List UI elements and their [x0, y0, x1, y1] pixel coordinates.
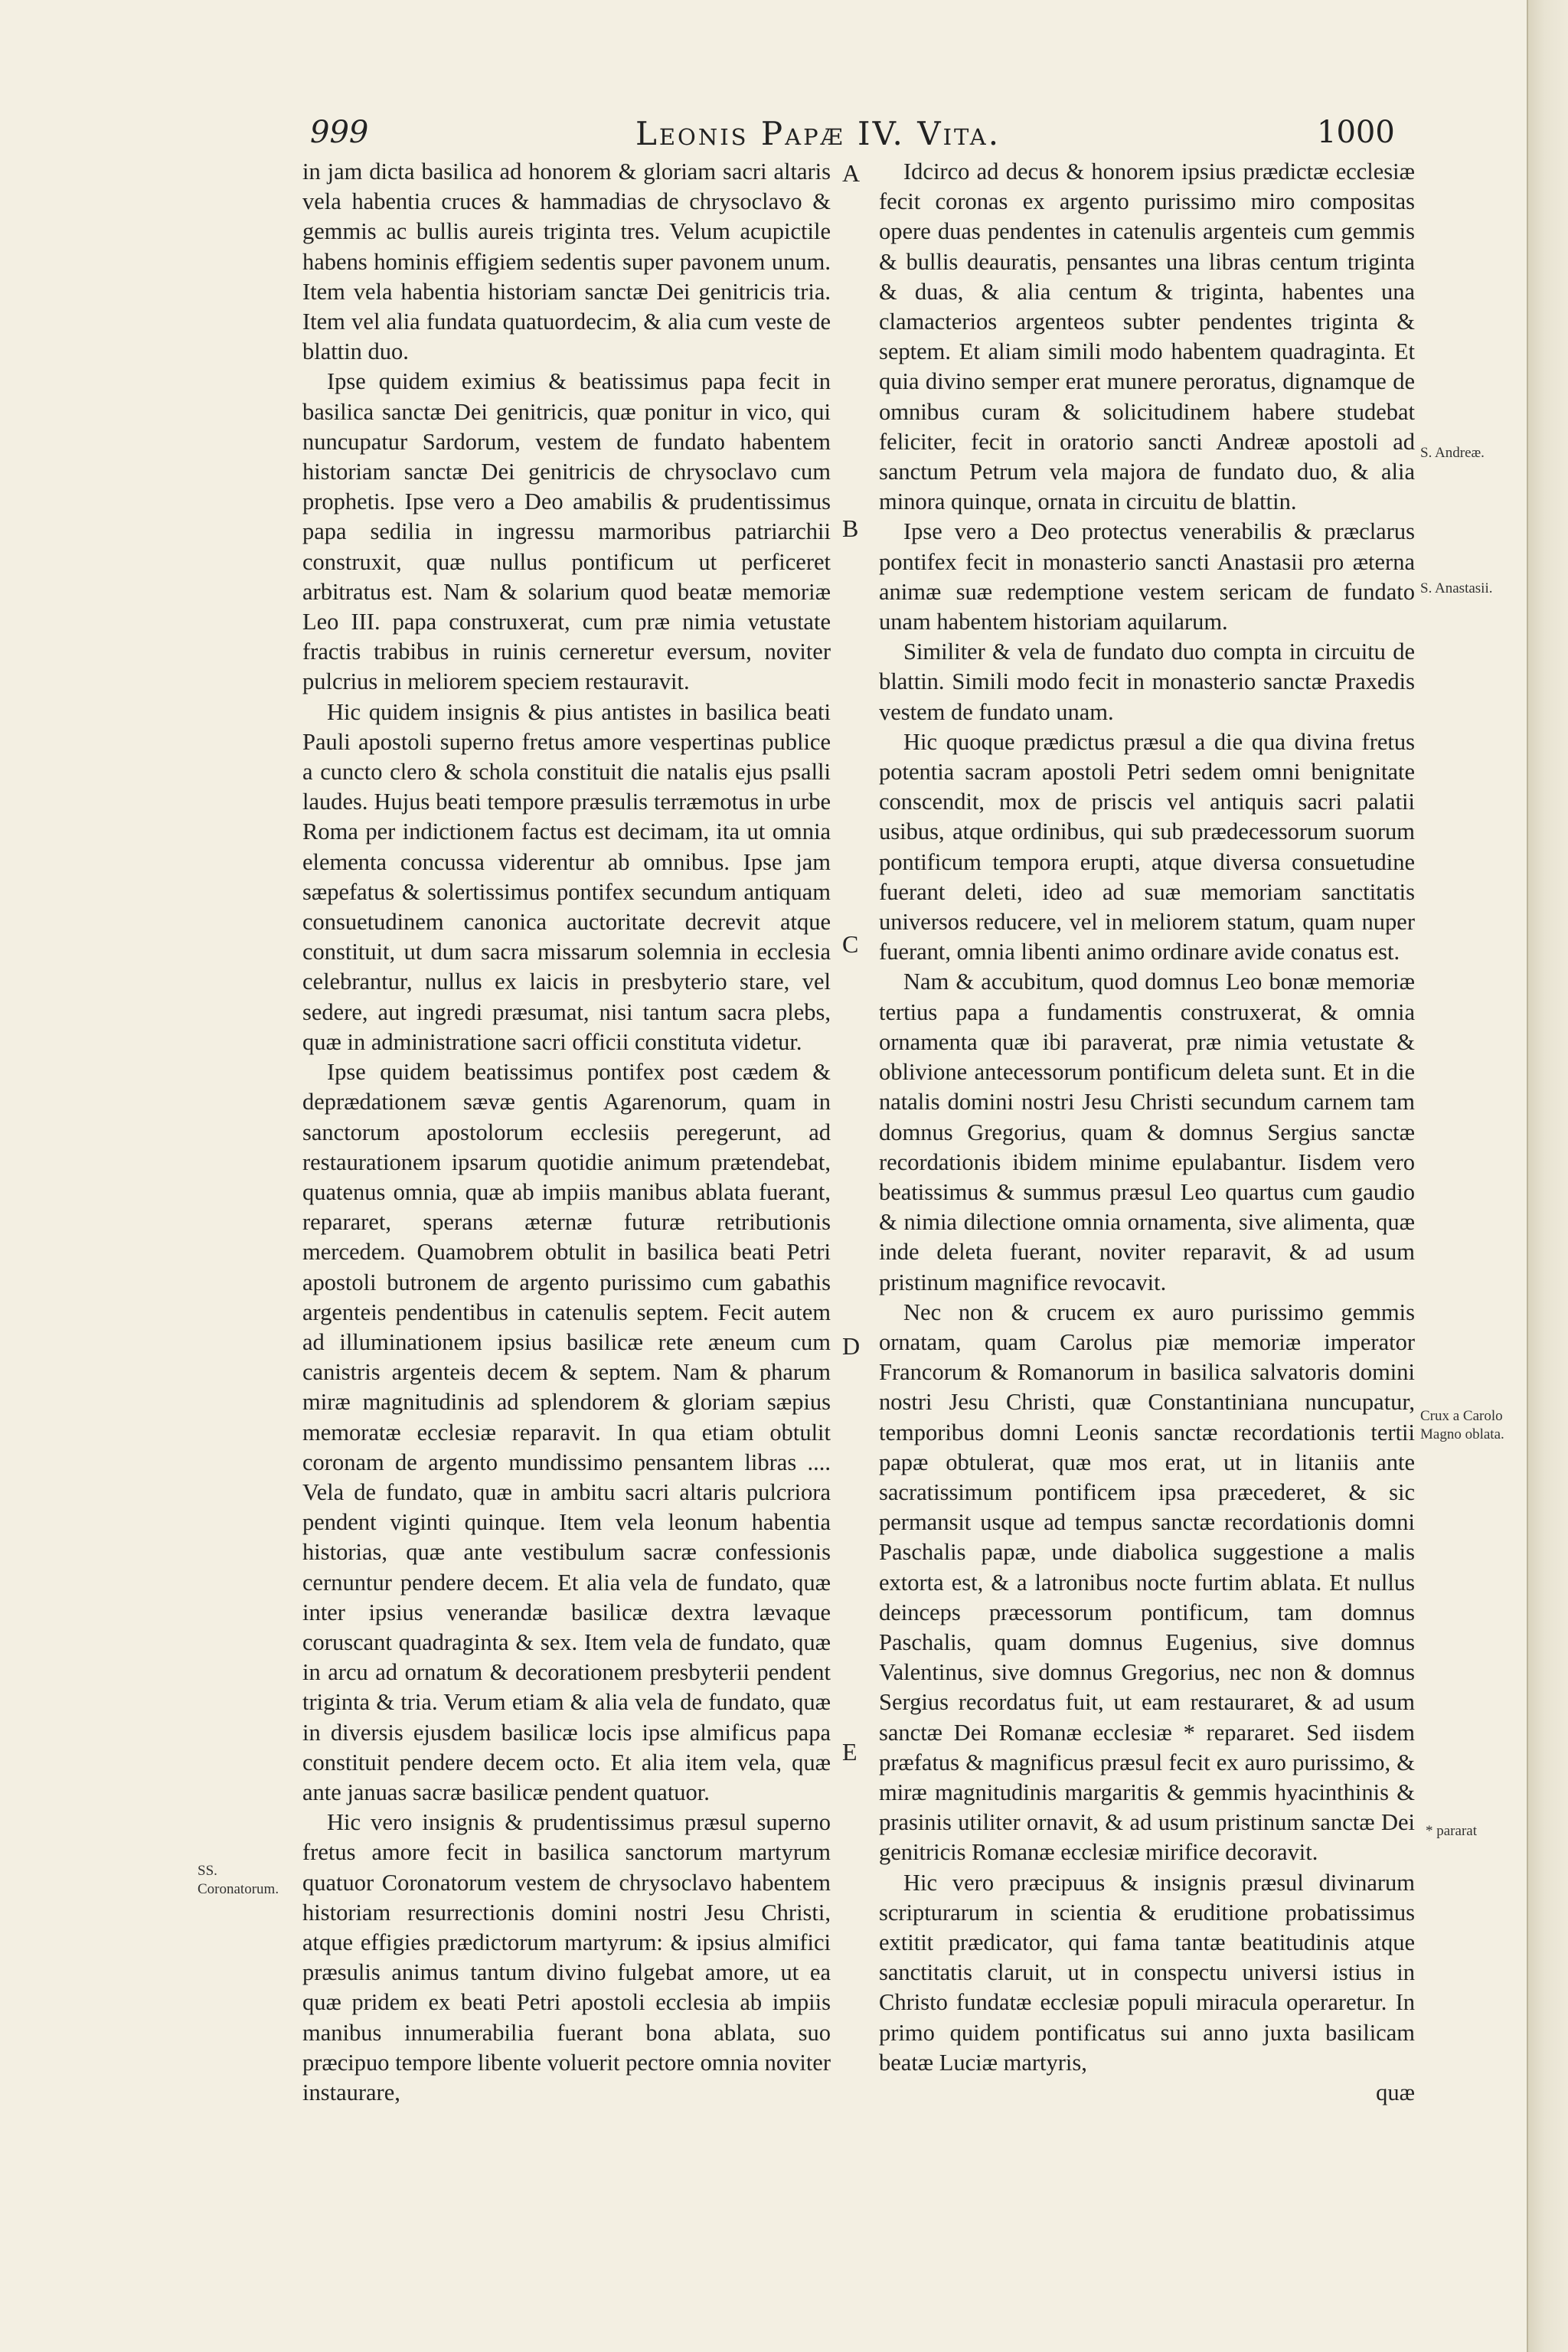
paragraph: Ipse quidem beatissimus pontifex post cædem & deprædationem sævæ gentis Agarenorum, quam in sanctorum apostolorum ecclesiis peregerunt, ad restaurationem ipsarum quotidie animum prætendebat, quatenus omnia, quæ ab impiis manibus ablata fuerant, repararet, sperans æternæ futuræ retributionis mercedem. Quamobrem obtulit in basilica beati Petri apostoli butronem de argento purissimo cum gabathis argenteis pendentibus in catenulis septem. Fecit autem ad illuminationem ipsius basilicæ rete æneum cum canistris argenteis decem & septem. Nam & pharum miræ magnitudinis ad splendorem & gloriam sæpius memoratæ ecclesiæ reparavit. In qua etiam obtulit coronam de argento mundissimo pensantem libras .... Vela de fundato, quæ in ambitu sacri altaris pulcriora pendent viginti quinque. Item vela leonum habentia historias, quæ ante vestibulum sacræ confessionis cernuntur pendere decem. Et alia vela de fundato, quæ inter ipsius venerandæ basilicæ dextra lævaque coruscant quadraginta & sex. Item vela de fundato, quæ in arcu ad ornatum & decorationem presbyterii pendent triginta & tria. Verum etiam & alia vela de fundato, quæ in diversis ejusdem basilicæ locis ipse almificus papa constituit pendere decem octo. Et alia item vela, quæ ante januas sacræ basilicæ pendent quatuor. — [302, 1059, 831, 1805]
paragraph: Idcirco ad decus & honorem ipsius prædictæ ecclesiæ fecit coronas ex argento purissimo miro compositas opere duas pendentes in catenulis argenteis cum gemmis & bullis deauratis, pensantes una libras centum triginta & duas, & alia centum & triginta, habentes una clamacterios argenteos subter pendentes triginta & septem. Et aliam simili modo habentem quadraginta. Et quia divino semper erat munere peroratus, dignamque de omnibus curam & solicitudinem habere studebat feliciter, fecit in oratorio sancti Andreæ apostoli ad sanctum Petrum vela majora de fundato duo, & alia minora quinque, ornata in circuitu de blattin. — [879, 158, 1415, 515]
running-title: Leonis Papæ IV. Vita. — [635, 115, 1001, 152]
margin-note-andreae: S. Andreæ. — [1420, 445, 1485, 461]
margin-note-pararat: * pararat — [1426, 1823, 1477, 1839]
right-column — [879, 157, 1415, 2108]
paragraph: Ipse quidem eximius & beatissimus papa fecit in basilica sanctæ Dei genitricis, quæ ponitur in vico, qui nuncupatur Sardorum, vestem de fundato habentem historiam sanctæ Dei genitricis de chrysoclavo cum prophetis. Ipse vero a Deo amabilis & prudentissimus papa sedilia in ingressu marmoribus patriarchii construxit, quæ nullus pontificum ut perficeret arbitratus est. Nam & solarium quod beatæ memoriæ Leo III. papa construxerat, cum præ nimia vetustate fractis trabibus in ruinis cerneretur eversum, noviter pulcrius in meliorem speciem restauravit. — [302, 368, 831, 695]
margin-note-coronatorum: SS. Coronatorum. — [198, 1863, 279, 1897]
adjacent-page-edge — [1527, 0, 1568, 2352]
page-number-left: 999 — [310, 115, 369, 150]
paragraph: Ipse vero a Deo protectus venerabilis & præclarus pontifex fecit in monasterio sancti Anastasii pro æterna animæ suæ redemptione vestem sericam de fundato unam habentem historiam aquilarum. — [879, 518, 1415, 635]
paragraph: Hic quoque prædictus præsul a die qua divina fretus potentia sacram apostoli Petri sedem omni benignitate conscendit, mox de priscis vel antiquis sacri palatii usibus, atque ordinibus, qui sub prædecessorum suorum pontificum tempora erupti, atque diversa consuetudine fuerant deleti, ideo ad suæ memoriam sanctitatis universos reducere, vel in meliorem statum, quam nuper fuerant, omnia libenti animo ordinare avide conatus est. — [879, 728, 1415, 965]
page-number-right: 1000 — [1317, 115, 1395, 150]
paragraph: Hic vero præcipuus & insignis præsul divinarum scripturarum in scientia & eruditione probatissimus extitit prædicator, qui fama tantæ beatitudinis atque sanctitatis claruit, ut in conspectu universi istius in Christo fundatæ ecclesiæ populi miracula operaretur. In primo quidem pontificatus sui anno juxta basilicam beatæ Luciæ martyris, — [879, 1869, 1415, 2076]
section-letter-d: D — [842, 1332, 861, 1360]
margin-note-anastasii: S. Anastasii. — [1420, 580, 1493, 596]
left-column — [302, 157, 831, 2108]
section-letter-a: A — [842, 159, 861, 187]
paragraph: Hic quidem insignis & pius antistes in basilica beati Pauli apostoli superno fretus amore vespertinas publice a cuncto clero & schola constituit die natalis ejus psalli laudes. Hujus beati tempore præsulis terræmotus in urbe Roma per indictionem factus est decimam, ita ut omnia elementa concussa viderentur ab omnibus. Ipse jam sæpefatus & solertissimus pontifex secundum antiquam consuetudinem canonica auctoritate decrevit atque constituit, ut dum sacra missarum solemnia in ecclesia celebrantur, nullus ex laicis in presbyterio stare, vel sedere, aut ingredi præsumat, nisi tantum sacra plebs, quæ in administratione sacri officii constituta videtur. — [302, 698, 831, 1055]
paragraph: Nec non & crucem ex auro purissimo gemmis ornatam, quam Carolus piæ memoriæ imperator Francorum & Romanorum in basilica salvatoris domini nostri Jesu Christi, quæ Constantiniana nuncupatur, temporibus domni Leonis sanctæ recordationis tertii papæ obtulerat, quæ mos erat, ut in litaniis ante sacratissimum pontificem ipsa præcederet, & sic permansit usque ad tempus sanctæ recordationis domni Paschalis papæ, unde diabolica suggestione a malis extorta est, & a latronibus nocte furtim ablata. Et nullus deinceps præcessorum pontificum, tam domnus Paschalis, quam domnus Eugenius, sive domnus Valentinus, sive domnus Gregorius, nec non & domnus Sergius recordatus fuit, ut eam restauraret, & ad usum sanctæ Dei Romanæ ecclesiæ * repararet. Sed iisdem præfatus & magnificus præsul fecit ex auro purissimo, & miræ magnitudinis margaritis & gemmis hyacinthinis & prasinis utiliter ornavit, & ad usum pristinum sanctæ Dei genitricis Romanæ ecclesiæ mirifice decoravit. — [879, 1298, 1415, 1866]
page-header — [0, 115, 1527, 161]
paragraph: Nam & accubitum, quod domnus Leo bonæ memoriæ tertius papa a fundamentis construxerat, & omnia ornamenta quæ ibi paraverat, præ nimia vetustate & oblivione antecessorum pontificum deleta sunt. Et in die natalis domini nostri Jesu Christi secundum carnem tam domnus Gregorius, quam & domnus Sergius sanctæ recordationis ibidem minime epulabantur. Iisdem vero beatissimus & summus præsul Leo quartus cum gaudio & nimia dilectione omnia ornamenta, sive alimenta, quæ inde deleta fuerant, noviter reparavit, & ad usum pristinum magnifice revocavit. — [879, 969, 1415, 1295]
section-letter-e: E — [842, 1738, 858, 1766]
section-letter-b: B — [842, 514, 859, 542]
catchword: quæ — [1376, 2079, 1415, 2105]
paragraph: Hic vero insignis & prudentissimus præsul superno fretus amore fecit in basilica sanctorum martyrum quatuor Coronatorum vestem de chrysoclavo habentem historiam resurrectionis domini nostri Jesu Christi, atque effigies prædictorum martyrum: & ipsius almifici præsulis animus tantum divino fulgebat amore, ut ea quæ pridem ex beati Petri apostoli ecclesia ab impiis manibus innumerabilia fuerant bona ablata, suo præcipuo tempore libente voluerit pectore omnia noviter instaurare, — [302, 1809, 831, 2105]
section-letter-c: C — [842, 930, 859, 958]
paragraph: in jam dicta basilica ad honorem & gloriam sacri altaris vela habentia cruces & hammadias de chrysoclavo & gemmis ac bullis aureis triginta tres. Velum acupictile habens hominis effigiem sedentis super pavonem unum. Item vela habentia historiam sanctæ Dei genitricis tria. Item vel alia fundata quatuordecim, & alia cum veste de blattin duo. — [302, 158, 831, 365]
margin-note-crux: Crux a Carolo Magno oblata. — [1420, 1408, 1504, 1442]
paragraph: Similiter & vela de fundato duo compta in circuitu de blattin. Simili modo fecit in monasterio sanctæ Praxedis vestem de fundato unam. — [879, 639, 1415, 725]
